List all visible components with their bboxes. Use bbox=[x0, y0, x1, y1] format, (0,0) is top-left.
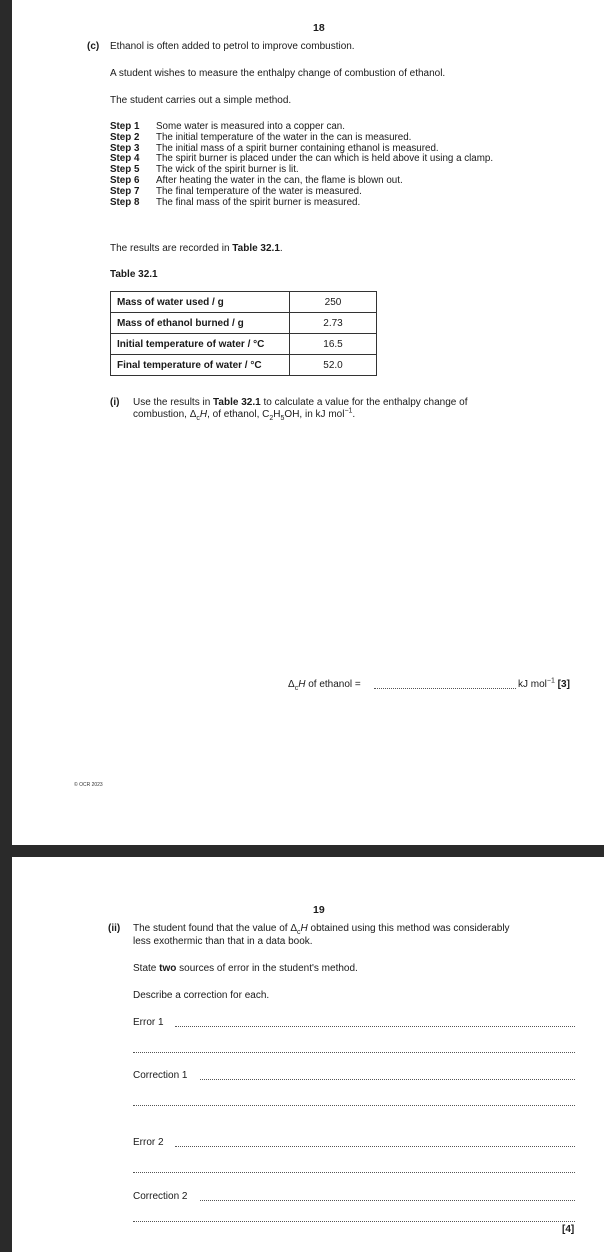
table-row bbox=[111, 292, 377, 313]
state-text: State bbox=[133, 963, 160, 974]
q-i-sup: −1 bbox=[344, 407, 353, 415]
step-row bbox=[110, 187, 493, 198]
method-steps bbox=[110, 122, 493, 208]
q-i-text: , of ethanol, C bbox=[207, 409, 270, 420]
q-i-sub: c bbox=[196, 415, 200, 422]
state-text: sources of error in the student's method. bbox=[176, 963, 358, 974]
results-table-ref: Table 32.1 bbox=[232, 243, 280, 254]
error-1-line[interactable] bbox=[175, 1026, 575, 1027]
q-i-text: H bbox=[273, 409, 281, 420]
exam-page-19 bbox=[12, 857, 604, 1252]
correction-2-line-2[interactable] bbox=[133, 1221, 575, 1222]
question-i-line1 bbox=[133, 397, 467, 409]
step-label: Step 1 bbox=[110, 121, 140, 132]
q-i-text: combustion, Δ bbox=[133, 409, 197, 420]
error-2-line-2[interactable] bbox=[133, 1172, 575, 1173]
correction-1-line-2[interactable] bbox=[133, 1105, 575, 1106]
row-label: Final temperature of water / °C bbox=[111, 355, 290, 376]
row-value: 16.5 bbox=[290, 334, 377, 355]
aim-text: A student wishes to measure the enthalpy change of combustion of ethanol. bbox=[110, 68, 446, 79]
correction-1-line[interactable] bbox=[200, 1079, 575, 1080]
question-ii-line1 bbox=[133, 923, 510, 935]
answer-label bbox=[288, 679, 361, 691]
row-label: Mass of ethanol burned / g bbox=[111, 313, 290, 334]
q-ii-text: The student found that the value of Δ bbox=[133, 923, 298, 934]
q-ii-sub: c bbox=[297, 929, 301, 936]
unit-sup: −1 bbox=[546, 677, 555, 685]
step-row bbox=[110, 133, 493, 144]
step-label: Step 6 bbox=[110, 174, 140, 186]
error-1-label: Error 1 bbox=[133, 1017, 164, 1028]
step-text: The initial mass of a spirit burner containing ethanol is measured. bbox=[156, 142, 439, 154]
q-i-text: . bbox=[352, 409, 356, 420]
step-text: The final temperature of the water is measured. bbox=[156, 185, 362, 197]
table-row bbox=[111, 334, 377, 355]
page-number: 18 bbox=[313, 22, 325, 34]
describe-instruction: Describe a correction for each. bbox=[133, 990, 270, 1001]
page-number: 19 bbox=[313, 904, 325, 916]
question-ii-label: (ii) bbox=[108, 923, 121, 934]
state-instruction bbox=[133, 963, 358, 975]
step-text: The wick of the spirit burner is lit. bbox=[156, 164, 299, 176]
question-i-line2 bbox=[133, 409, 355, 421]
step-text: The spirit burner is placed under the can which is held above it using a clamp. bbox=[156, 153, 494, 165]
row-value: 250 bbox=[290, 292, 377, 313]
question-ii-line2: less exothermic than that in a data book. bbox=[133, 936, 313, 947]
part-label: (c) bbox=[87, 41, 100, 52]
q-i-h: H bbox=[199, 409, 208, 420]
marks: [4] bbox=[562, 1224, 575, 1235]
error-2-line[interactable] bbox=[175, 1146, 575, 1147]
q-ii-h: H bbox=[300, 923, 308, 934]
row-label: Mass of water used / g bbox=[111, 292, 290, 313]
exam-page-18 bbox=[12, 0, 604, 845]
answer-line[interactable] bbox=[374, 688, 516, 689]
results-sentence bbox=[110, 243, 283, 255]
results-table bbox=[110, 291, 377, 376]
answer-text: of ethanol = bbox=[305, 679, 361, 690]
table-row bbox=[111, 355, 377, 376]
step-text: After heating the water in the can, the flame is blown out. bbox=[156, 174, 403, 186]
results-post: . bbox=[279, 243, 283, 254]
q-i-sub: 5 bbox=[280, 415, 285, 422]
step-label: Step 3 bbox=[110, 142, 140, 154]
step-text: The final mass of the spirit burner is measured. bbox=[156, 196, 361, 208]
answer-h: H bbox=[298, 679, 306, 690]
step-text: Some water is measured into a copper can. bbox=[156, 121, 345, 132]
q-i-text: to calculate a value for the enthalpy change of bbox=[260, 397, 468, 408]
unit-text: kJ mol bbox=[518, 679, 547, 690]
answer-sub: c bbox=[294, 685, 299, 692]
correction-1-label: Correction 1 bbox=[133, 1070, 188, 1081]
step-row bbox=[110, 198, 493, 209]
q-i-text: OH, in kJ mol bbox=[284, 409, 345, 420]
step-label: Step 2 bbox=[110, 131, 140, 143]
results-pre: The results are recorded in bbox=[110, 243, 233, 254]
marks: [3] bbox=[557, 679, 570, 690]
q-i-sub: 2 bbox=[269, 415, 274, 422]
q-i-text: Use the results in bbox=[133, 397, 214, 408]
correction-2-label: Correction 2 bbox=[133, 1191, 188, 1202]
step-label: Step 5 bbox=[110, 164, 140, 176]
method-intro: The student carries out a simple method. bbox=[110, 95, 292, 106]
answer-unit bbox=[518, 679, 570, 691]
q-i-table-ref: Table 32.1 bbox=[213, 397, 261, 408]
row-value: 52.0 bbox=[290, 355, 377, 376]
row-label: Initial temperature of water / °C bbox=[111, 334, 290, 355]
step-label: Step 4 bbox=[110, 153, 140, 165]
state-bold: two bbox=[159, 963, 177, 974]
q-ii-text: obtained using this method was considerably bbox=[307, 923, 510, 934]
step-text: The initial temperature of the water in the can is measured. bbox=[156, 131, 412, 143]
answer-text: Δ bbox=[288, 679, 295, 690]
error-1-line-2[interactable] bbox=[133, 1052, 575, 1053]
correction-2-line[interactable] bbox=[200, 1200, 575, 1201]
question-i-label: (i) bbox=[110, 397, 120, 408]
row-value: 2.73 bbox=[290, 313, 377, 334]
intro-text: Ethanol is often added to petrol to improve combustion. bbox=[110, 41, 355, 52]
copyright: © OCR 2023 bbox=[74, 782, 103, 788]
step-label: Step 7 bbox=[110, 185, 140, 197]
table-row bbox=[111, 313, 377, 334]
step-label: Step 8 bbox=[110, 196, 140, 208]
error-2-label: Error 2 bbox=[133, 1137, 164, 1148]
table-title: Table 32.1 bbox=[110, 269, 158, 280]
